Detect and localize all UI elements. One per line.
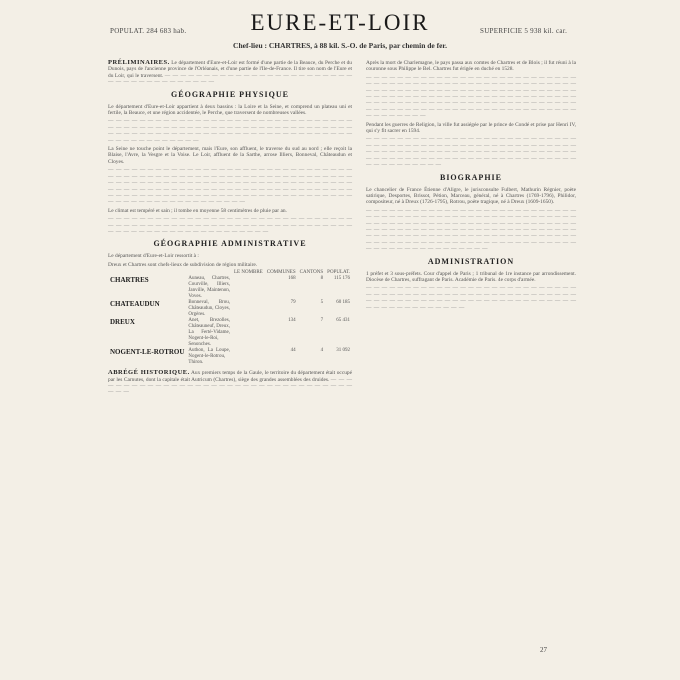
administration-heading: ADMINISTRATION [427,256,515,266]
biographie-text: Le chancelier de France Étienne d'Aligre, le jurisconsulte Fulbert, Mathurin Régnier, poète satirique, Desportes, Brissot, Pétion, Marceau, général, né à Chartres (1769-1796), Philidor, compositeur, né à Dreux (1726-1795), Rotrou, poète tragique, né à Dreux (1609-1650). [366,186,576,206]
table-row [108,276,352,300]
preliminaires-paragraph [108,60,352,86]
population-value: 31 092 [336,348,350,354]
communes-count: 134 [288,318,296,324]
arrondissement-name: DREUX [110,318,135,327]
table-row [108,348,352,366]
faint-text: — — — — — — — — — — — — — — — — — — — — — — — — — — — — — — — — — — — — — — — — — — — — — — — — — — — — — — — — — — — — — — — — — — — — — — — — — — — — — — — — — — — — — — — — — — — — — — — — — — — — — — — — — [108,118,352,144]
cantons-list: Anet, Brezolles, Châteauneuf, Dreux, La Ferté-Vidame, Nogent-le-Roi, Senonches. [188,318,230,348]
faint-text: — — — — — — — — — — — — — — — — — — — — — — — — — — — — — — — — — — — — — — — — — — — — — — — — — — — — — — — — — — — — — — — — — — — — — — — — — — — — — — — — — — — [108,216,352,235]
communes-count: 79 [290,300,296,306]
geo-paragraph-1: Le département d'Eure-et-Loir appartient à deux bassins : la Loire et la Seine, et comprend un plateau uni et fertile, la Beauce, et une région accidentée, le Perche, que traversent de nombreuses vallées. [108,103,352,117]
right-column [366,60,576,313]
geo-paragraph-2: La Seine ne touche point le département, mais l'Eure, son affluent, le traverse du sud au nord ; elle reçoit la Blaise, l'Avre, la Vesgre et la Voise. Le Loir, affluent de la Sarthe, arrose Illiers, Bonneval, Châteaudun et Cloyes. [108,146,352,165]
arrondissement-name: CHARTRES [110,276,149,285]
population-value: 65 431 [336,318,350,324]
cantons-count: 7 [320,318,324,324]
preliminaires-label: PRÉLIMINAIRES. [108,59,170,66]
abrege-paragraph [108,370,352,396]
abrege-text: Aux premiers temps de la Gaule, le territoire du département était occupé par les Carnutes, dont la capitale était Autricum (Chartres), siège des grandes assemblées des druides. [108,370,352,383]
population-value: 115 176 [333,276,350,282]
geographie-physique-heading: GÉOGRAPHIE PHYSIQUE [171,89,289,99]
header-cell: LE NOMBRE [233,270,263,276]
population-value: 60 185 [336,300,350,306]
arrondissements-table [108,270,352,366]
page-number: 27 [540,646,547,654]
communes-count: 168 [288,276,296,282]
header-cell: CANTONS [299,270,324,276]
arrondissement-name: CHATEAUDUN [110,300,160,309]
left-column [108,60,352,398]
admin-intro: Le département d'Eure-et-Loir ressortit à : [108,253,199,260]
cantons-count: 8 [320,276,324,282]
history-paragraph-1: Après la mort de Charlemagne, le pays passa aux comtes de Chartres et de Blois ; il fut réuni à la couronne sous Philippe le Bel. Chartres fut érigée en duché en 1528. [366,60,576,73]
admin-subintro: Dreux et Chartres sont chefs-lieux de subdivision de région militaire. [108,261,258,268]
history-paragraph-2: Pendant les guerres de Religion, la ville fut assiégée par le prince de Condé et prise par Henri IV, qui s'y fit sacrer en 1594. [366,121,576,135]
cantons-count: 4 [320,348,324,354]
cantons-list: Authon, La Loupe, Nogent-le-Rotrou, Thiron. [188,348,230,366]
header-cell: POPULAT. [327,270,350,276]
abrege-heading: ABRÉGÉ HISTORIQUE. [108,369,190,377]
arrondissement-name: NOGENT-LE-ROTROU [110,348,185,357]
faint-text: — — — — — — — — — — — — — — — — — — — — — — — — — — — — — — — — — — — — — — [108,72,352,86]
preliminaires-text: Le département d'Eure-et-Loir est formé d'une partie de la Beauce, du Perche et du Dunois, pays de l'ancienne province de l'Orléanais, et d'une partie de l'Ile-de-France. Il tire son nom de l'Eure et du Loir, qui le traversent. [108,60,352,79]
cantons-list: Auneau, Chartres, Courville, Illiers, Janville, Maintenon, Voves. [188,276,230,300]
table-row [108,300,352,318]
faint-text: — — — — — — — — — — — — — — — — — — — — — — — — — — — — — — — — — — — — — — — — — — — — — — — — — — — — — — — — — — — — — — — — — — — — — — — — — — — — — — — — — — — — — — — — — — — — — — [366,285,576,311]
header-cell: COMMUNES [266,270,296,276]
population-header: POPULAT. 284 683 hab. [110,27,187,35]
geo-paragraph-3: Le climat est tempéré et sain ; il tombe en moyenne 58 centimètres de pluie par an. [108,207,287,214]
table-row [108,318,352,348]
cantons-list: Bonneval, Brou, Châteaudun, Cloyes, Orgères. [188,300,230,318]
surface-header: SUPERFICIE 5 938 kil. car. [480,27,568,35]
chef-lieu-subtitle: Chef-lieu : CHARTRES, à 88 kil. S.-O. de Paris, par chemin de fer. [233,41,447,50]
faint-text: — — — — — — — — — — — — — — — — — — — — — — — — — — — — — — — — — — — — — — — — — — — — — — — — — — — — — — — — — — — — — — — — — — — — — — — — — — — — — — — — — — — — — — — — — — — — — — — — — — — — — — — — — — — — — — — — — — — — — — — — — — — — — — — — — — — — — — — — — — — — — — — — — — — — — — — — — — — — — — — — — — — — — — — — — — — — — [108,167,352,206]
faint-text: — — — — — — — — — — — — — — — — — — — — — — — — — — — — — — — — — — — — — — — — — — — — — — — — — — — — — — — — — — — — — — — — — — — — — — — — — — — — — — — — — — — — — — — — — — — — — — — — — — — — — — — — — — — — — — — — — — — — — — — — — — — — — — — — — — — — — — — — — — — — — — — — — — — — — — — — — — — — — — — — — — — — — — — — — — — — — — — — — — [366,207,576,253]
geographie-administrative-heading: GÉOGRAPHIE ADMINISTRATIVE [153,239,307,249]
faint-text: — — — — — — — — — — — — — — — — — — — — — — — — — — — — — — — — — — — — — — — — — — — — — — — — — — — — — — — — — — — — — — — — — — — — — — — — — — — — — — — — — — — — — — — — — — — — — — — — — — — — — — — — — — — — — — — — — — — — — — [366,136,576,169]
communes-count: 44 [290,348,296,354]
cantons-count: 5 [320,300,324,306]
administration-text: 1 préfet et 3 sous-préfets. Cour d'appel de Paris ; 1 tribunal de 1re instance par arrondissement. Diocèse de Chartres, suffragant de Paris. Académie de Paris. 4e corps d'armée. [366,270,576,283]
page-title: EURE-ET-LOIR [250,10,430,35]
faint-text: — — — — — — — — — — — — — — — — — — — — — — — — — — — — — — — — — — — — — — — — — — — — — — — — — — — — — — — — — — — — — — — — — — — — — — — — — — — — — — — — — — — — — — — — — — — — — — — — — — — — — — — — — — — — — — — — — — — — — — — — — — — — — — — — — — — — — — — — — — — — — — — — — — — — — — — — — — — — — — — — — — — — — — — — — — [366,74,576,120]
biographie-heading: BIOGRAPHIE [439,172,502,182]
faint-text: — — — — — — — — — — — — — — — — — — — — — — — — — — — — — — — — — — — — — [108,376,352,396]
